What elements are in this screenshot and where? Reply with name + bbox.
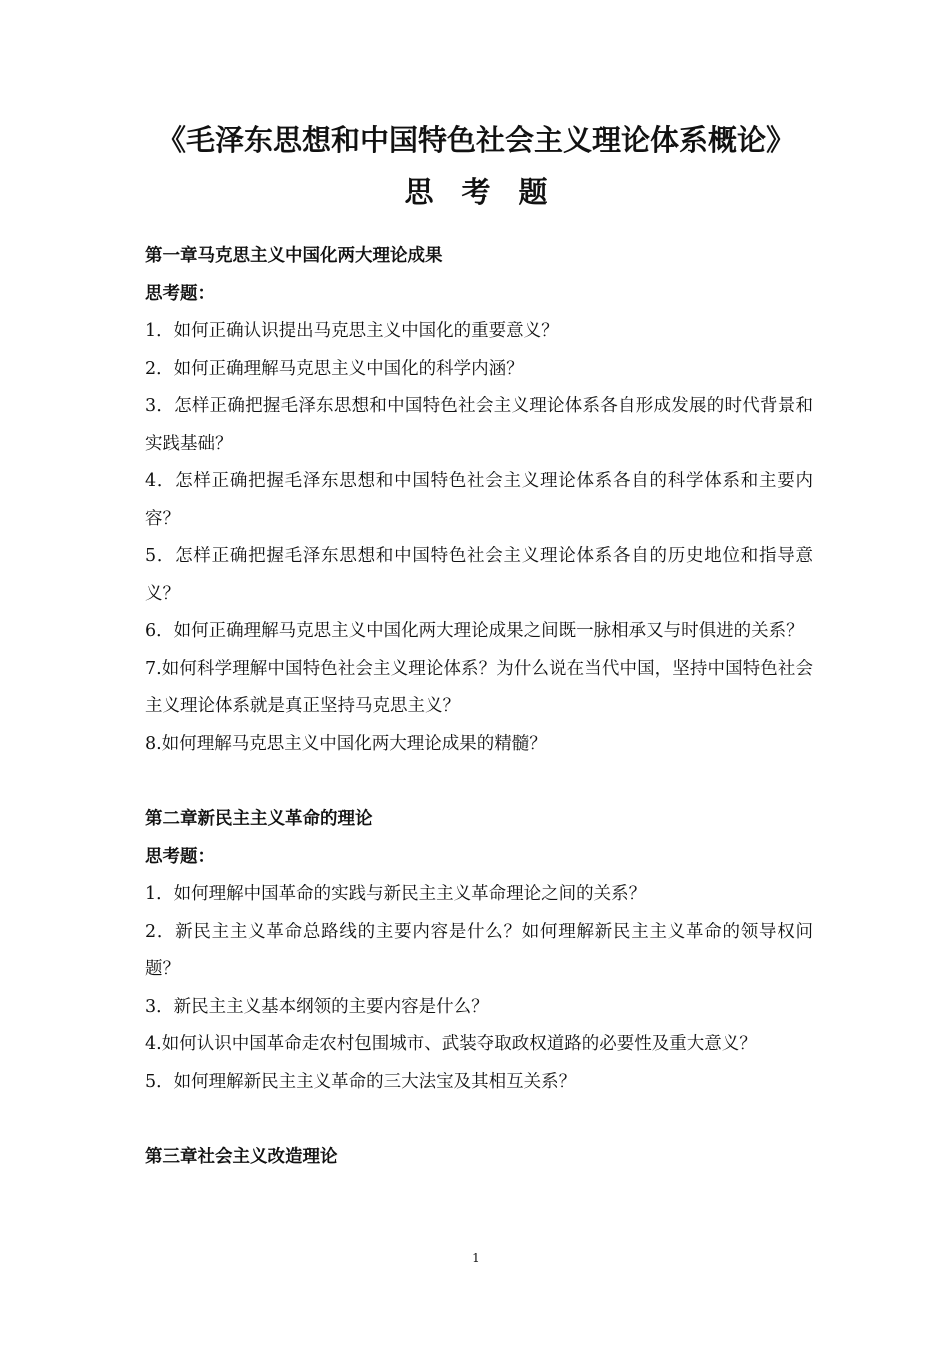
document-title: 《毛泽东思想和中国特色社会主义理论体系概论》 <box>156 123 795 157</box>
question-item: 8.如何理解马克思主义中国化两大理论成果的精髓？ <box>145 733 547 754</box>
chapter-title: 第二章新民主主义革命的理论 <box>145 809 373 829</box>
section-spacer <box>145 763 813 801</box>
question-item: 2．如何正确理解马克思主义中国化的科学内涵？ <box>145 358 524 379</box>
question-item: 5．怎样正确把握毛泽东思想和中国特色社会主义理论体系各自的历史地位和指导意义？ <box>145 546 813 604</box>
questions-label: 思考题： <box>145 846 215 867</box>
question-item: 4．怎样正确把握毛泽东思想和中国特色社会主义理论体系各自的科学体系和主要内容？ <box>145 471 813 529</box>
question-item: 2．新民主主义革命总路线的主要内容是什么？如何理解新民主主义革命的领导权问题？ <box>145 921 813 979</box>
document-subtitle: 思考题 <box>404 175 576 209</box>
page-number: 1 <box>472 1251 480 1265</box>
section-spacer <box>145 1101 813 1139</box>
question-item: 3．怎样正确把握毛泽东思想和中国特色社会主义理论体系各自形成发展的时代背景和实践基础？ <box>145 396 813 454</box>
chapter-title: 第三章社会主义改造理论 <box>145 1147 338 1167</box>
question-item: 1．如何正确认识提出马克思主义中国化的重要意义？ <box>145 321 559 341</box>
question-item: 4.如何认识中国革命走农村包围城市、武装夺取政权道路的必要性及重大意义？ <box>145 1034 757 1054</box>
chapter-title: 第一章马克思主义中国化两大理论成果 <box>145 246 443 266</box>
document-body <box>145 238 813 1177</box>
question-item: 5．如何理解新民主主义革命的三大法宝及其相互关系？ <box>145 1071 577 1092</box>
questions-label: 思考题： <box>145 283 215 304</box>
question-list <box>145 876 813 1101</box>
question-item: 7.如何科学理解中国特色社会主义理论体系？为什么说在当代中国，坚持中国特色社会主义理论体系就是真正坚持马克思主义？ <box>145 658 813 716</box>
question-list <box>145 313 813 763</box>
chapter-3 <box>145 1139 813 1177</box>
question-item: 1．如何理解中国革命的实践与新民主主义革命理论之间的关系？ <box>145 884 647 904</box>
chapter-1 <box>145 238 813 763</box>
chapter-2 <box>145 801 813 1101</box>
question-item: 3．新民主主义基本纲领的主要内容是什么？ <box>145 996 489 1017</box>
question-item: 6．如何正确理解马克思主义中国化两大理论成果之间既一脉相承又与时俱进的关系？ <box>145 621 804 641</box>
